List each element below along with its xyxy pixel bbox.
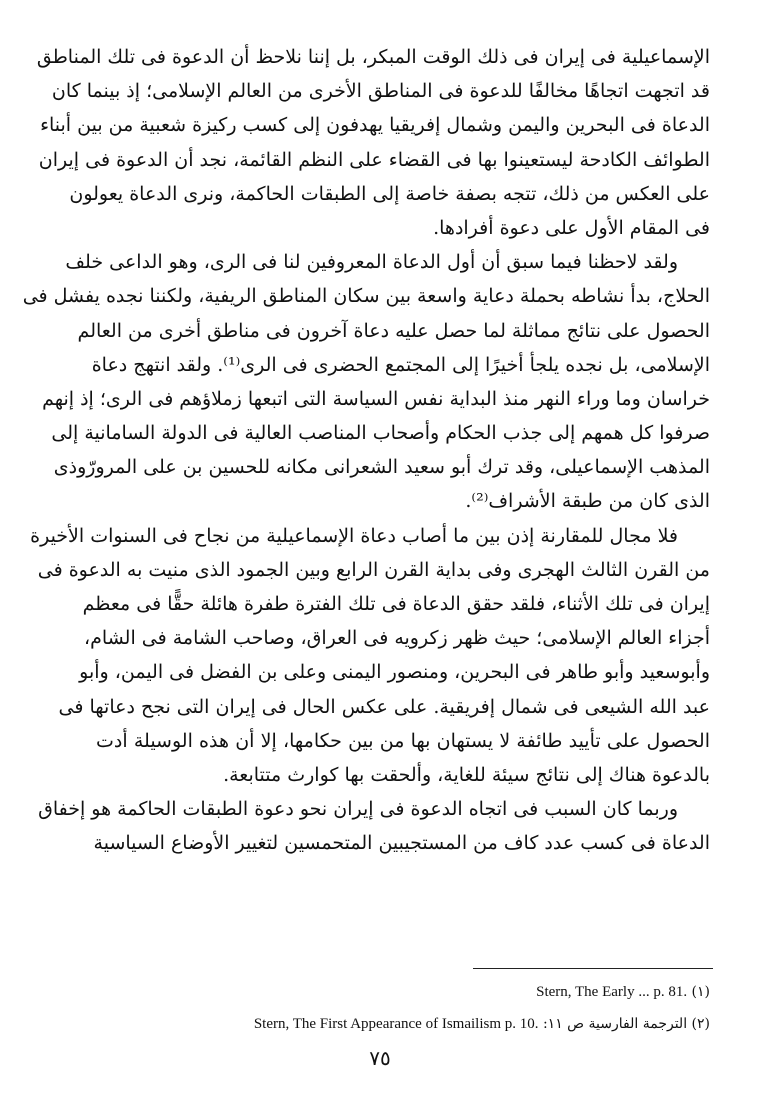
text-line: الإسلامى، بل نجده يلجأ أخيرًا إلى المجتمع الحضرى فى الرى⁽¹⁾. ولقد انتهج دعاة bbox=[91, 353, 710, 376]
text-line: الدعاة فى البحرين واليمن وشمال إفريقيا يهدفون إلى كسب ركيزة شعبية من بين أبناء bbox=[40, 114, 710, 137]
text-line: من القرن الثالث الهجرى وفى بداية القرن الرابع وبين الجمود الذى منيت به الدعوة فى bbox=[37, 558, 710, 581]
text-line: الذى كان من طبقة الأشراف⁽²⁾. bbox=[465, 490, 710, 513]
text-line: فى المقام الأول على دعوة أفرادها. bbox=[433, 216, 710, 239]
text-line: المذهب الإسماعيلى، وقد ترك أبو سعيد الشعرانى مكانه للحسين بن على المرورّوذى bbox=[53, 456, 710, 479]
text-line: الطوائف الكادحة ليستعينوا بها فى القضاء على النظم القائمة، نجد أن الدعوة فى إيران bbox=[38, 148, 710, 171]
paragraph-4 bbox=[38, 792, 710, 860]
footnote-arabic-note: الترجمة الفارسية ص ١١: bbox=[542, 1016, 688, 1032]
body-text bbox=[22, 40, 710, 861]
text-line: الإسماعيلية فى إيران فى ذلك الوقت المبكر، بل إننا نلاحظ أن الدعوة فى تلك المناطق bbox=[36, 46, 710, 68]
text-line: الحصول على نتائج مماثلة لما حصل عليه دعاة آخرون فى مناطق أخرى من العالم bbox=[77, 319, 710, 342]
text-line: قد اتجهت اتجاهًا مخالفًا للدعوة فى المناطق الأخرى من العالم الإسلامى؛ إذ بينما كان bbox=[51, 80, 710, 103]
text-line: عبد الله الشيعى فى شمال إفريقية. على عكس الحال فى إيران التى نجح دعاتها فى bbox=[58, 695, 710, 718]
text-line: الدعاة فى كسب عدد كاف من المستجيبين المتحمسين لتغيير الأوضاع السياسية bbox=[93, 832, 710, 855]
text-line: صرفوا كل همهم إلى جذب الحكام وأصحاب المناصب العالية فى الدولة السامانية إلى bbox=[51, 422, 710, 445]
page-number: ٧٥ bbox=[369, 1046, 391, 1070]
paragraph-3 bbox=[30, 519, 710, 793]
text-line: خراسان وما وراء النهر منذ البداية نفس السياسة التى اتبعها زملاؤهم فى الرى؛ إذ إنهم bbox=[42, 387, 710, 410]
text-line: فلا مجال للمقارنة إذن بين ما أصاب دعاة الإسماعيلية من نجاح فى السنوات الأخيرة bbox=[30, 524, 678, 547]
text-line: أجزاء العالم الإسلامى؛ حيث ظهر زكرويه فى العراق، وصاحب الشامة فى الشام، bbox=[84, 627, 710, 650]
text-line: ولقد لاحظنا فيما سبق أن أول الدعاة المعروفين لنا فى الرى، وهو الداعى خلف bbox=[65, 251, 678, 274]
text-line: وأبوسعيد وأبو طاهر فى البحرين، ومنصور اليمنى وعلى بن الفضل فى اليمن، وأبو bbox=[79, 661, 710, 684]
text-line: على العكس من ذلك، تتجه بصفة خاصة إلى الطبقات الحاكمة، ونرى الدعاة يعولون bbox=[69, 182, 710, 205]
paragraph-1 bbox=[36, 40, 710, 245]
paragraph-2 bbox=[22, 245, 710, 519]
footnote-marker: (٢) bbox=[691, 1016, 710, 1032]
text-line: إيران فى تلك الأثناء، فلقد حقق الدعاة فى تلك الفترة طفرة هائلة حقًّا فى معظم bbox=[82, 593, 710, 615]
footnote-2 bbox=[110, 1016, 710, 1033]
footnote-citation: Stern, The Early ... p. 81. bbox=[536, 984, 688, 1000]
text-line: الحلاج، بدأ نشاطه بحملة دعاية واسعة بين سكان المناطق الريفية، ولكننا نجده يفشل فى bbox=[22, 285, 710, 308]
footnote-marker: (١) bbox=[691, 984, 710, 1000]
footnote-citation: Stern, The First Appearance of Ismailism p. 10. bbox=[253, 1016, 539, 1032]
text-line: الحصول على تأييد طائفة لا يستهان بها من بين حكامها، إلا أن هذه الوسيلة أدت bbox=[96, 729, 710, 752]
text-line: بالدعوة هناك إلى نتائج سيئة للغاية، وألحقت بها كوارث متتابعة. bbox=[223, 763, 710, 786]
text-line: وربما كان السبب فى اتجاه الدعوة فى إيران نحو دعوة الطبقات الحاكمة هو إخفاق bbox=[38, 798, 678, 821]
footnote-separator bbox=[473, 968, 713, 969]
footnote-1 bbox=[110, 984, 710, 1001]
